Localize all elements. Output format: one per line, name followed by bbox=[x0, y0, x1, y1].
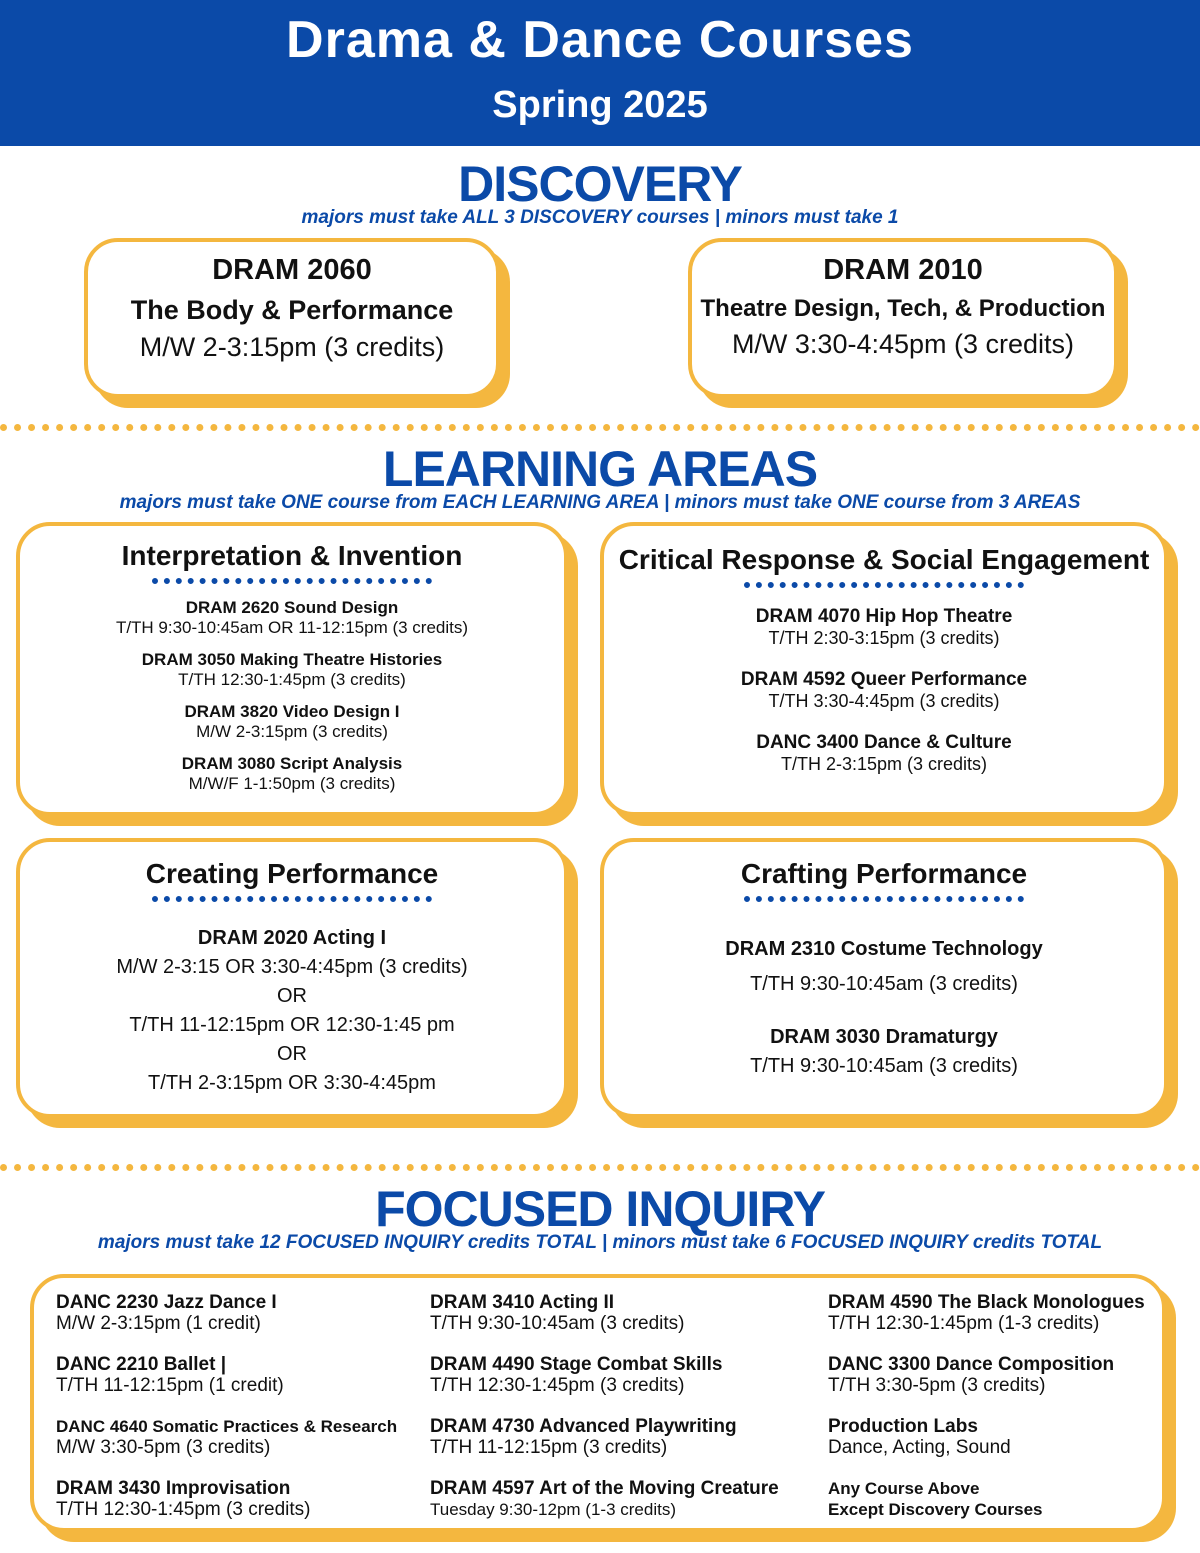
course-item bbox=[430, 1292, 779, 1334]
course-time: T/TH 9:30-10:45am (3 credits) bbox=[430, 1313, 685, 1334]
divider bbox=[0, 1164, 1200, 1171]
course-time: T/TH 12:30-1:45pm (3 credits) bbox=[56, 1499, 311, 1520]
course-code: DRAM 2010 bbox=[823, 254, 983, 286]
focused-column bbox=[56, 1292, 397, 1540]
course-time: M/W 2-3:15pm (3 credits) bbox=[196, 722, 388, 741]
course-time: M/W 2-3:15pm (3 credits) bbox=[139, 332, 445, 362]
course-item bbox=[56, 1292, 397, 1334]
area-card bbox=[600, 522, 1168, 816]
course-item bbox=[604, 938, 1164, 996]
area-heading: Critical Response & Social Engagement bbox=[618, 544, 1150, 575]
page-header bbox=[0, 0, 1200, 146]
course-code: Production Labs bbox=[828, 1416, 978, 1437]
page-title: Drama & Dance Courses bbox=[286, 11, 914, 69]
course-time: T/TH 3:30-5pm (3 credits) bbox=[828, 1375, 1046, 1396]
course-item bbox=[56, 1354, 397, 1396]
course-item bbox=[604, 669, 1164, 712]
course-code: DRAM 4070 Hip Hop Theatre bbox=[755, 606, 1013, 627]
schedule-or: OR bbox=[277, 985, 307, 1007]
course-code: DRAM 4590 The Black Monologues bbox=[828, 1292, 1145, 1313]
focused-column bbox=[828, 1292, 1145, 1540]
area-heading: Creating Performance bbox=[145, 858, 439, 889]
heading-underline bbox=[152, 578, 432, 584]
course-code: DANC 3300 Dance Composition bbox=[828, 1354, 1115, 1375]
course-item bbox=[20, 754, 564, 794]
course-code: DANC 3400 Dance & Culture bbox=[756, 732, 1012, 753]
course-code: DRAM 4490 Stage Combat Skills bbox=[430, 1354, 723, 1375]
heading-underline bbox=[744, 582, 1024, 588]
course-item bbox=[828, 1292, 1145, 1334]
learning-note: majors must take ONE course from EACH LEARNING AREA | minors must take ONE course from 3 AREAS bbox=[119, 492, 1081, 513]
course-item bbox=[604, 732, 1164, 775]
course-code: DRAM 2020 Acting I bbox=[197, 927, 387, 949]
discovery-card bbox=[84, 238, 500, 398]
focused-column bbox=[430, 1292, 779, 1540]
course-item bbox=[828, 1354, 1145, 1396]
course-code: DRAM 3410 Acting II bbox=[430, 1292, 615, 1313]
course-time: T/TH 12:30-1:45pm (1-3 credits) bbox=[828, 1313, 1100, 1334]
course-item bbox=[430, 1354, 779, 1396]
course-code: DRAM 4730 Advanced Playwriting bbox=[430, 1416, 737, 1437]
course-time: Tuesday 9:30-12pm (1-3 credits) bbox=[430, 1500, 676, 1519]
course-code: DRAM 3050 Making Theatre Histories bbox=[141, 650, 443, 669]
course-item bbox=[20, 650, 564, 690]
course-code: DRAM 2620 Sound Design bbox=[185, 598, 399, 617]
course-item bbox=[828, 1416, 1145, 1458]
course-code: DRAM 2310 Costume Technology bbox=[725, 938, 1043, 960]
course-item bbox=[20, 702, 564, 742]
heading-underline bbox=[152, 896, 432, 902]
course-time: T/TH 12:30-1:45pm (3 credits) bbox=[430, 1375, 685, 1396]
focused-title: FOCUSED INQUIRY bbox=[375, 1181, 825, 1237]
course-code: DRAM 4592 Queer Performance bbox=[740, 669, 1028, 690]
course-item bbox=[604, 1026, 1164, 1078]
course-item bbox=[20, 924, 564, 1098]
course-note: Except Discovery Courses bbox=[828, 1500, 1043, 1519]
course-time: T/TH 9:30-10:45am OR 11-12:15pm (3 credits) bbox=[115, 618, 469, 637]
course-code: DANC 2230 Jazz Dance I bbox=[56, 1292, 277, 1313]
schedule-or: OR bbox=[277, 1043, 307, 1065]
discovery-title: DISCOVERY bbox=[458, 156, 742, 212]
learning-title: LEARNING AREAS bbox=[382, 441, 818, 497]
course-code: DRAM 3030 Dramaturgy bbox=[770, 1026, 998, 1048]
area-heading: Crafting Performance bbox=[740, 858, 1028, 889]
course-time: T/TH 11-12:15pm (1 credit) bbox=[56, 1375, 284, 1396]
course-time: T/TH 12:30-1:45pm (3 credits) bbox=[178, 670, 406, 689]
course-time: M/W 2-3:15pm (1 credit) bbox=[56, 1313, 261, 1334]
heading-underline bbox=[744, 896, 1024, 902]
course-code: DRAM 3080 Script Analysis bbox=[181, 754, 403, 773]
course-time: T/TH 2:30-3:15pm (3 credits) bbox=[768, 628, 1000, 648]
discovery-note: majors must take ALL 3 DISCOVERY courses | minors must take 1 bbox=[301, 207, 899, 228]
page-subtitle: Spring 2025 bbox=[492, 84, 708, 126]
course-code: DANC 4640 Somatic Practices & Research bbox=[56, 1417, 398, 1436]
course-code: DRAM 4597 Art of the Moving Creature bbox=[430, 1478, 779, 1499]
course-item bbox=[20, 598, 564, 638]
schedule-line: T/TH 2-3:15pm OR 3:30-4:45pm bbox=[148, 1072, 436, 1094]
course-item bbox=[828, 1478, 1145, 1520]
course-time: M/W 3:30-5pm (3 credits) bbox=[56, 1437, 271, 1458]
course-time: T/TH 9:30-10:45am (3 credits) bbox=[750, 1055, 1018, 1077]
area-card bbox=[600, 838, 1168, 1118]
focused-card bbox=[30, 1274, 1166, 1532]
discovery-card bbox=[688, 238, 1118, 398]
course-time: T/TH 3:30-4:45pm (3 credits) bbox=[768, 691, 1000, 711]
course-item bbox=[56, 1478, 397, 1520]
course-code: DRAM 3430 Improvisation bbox=[56, 1478, 291, 1499]
schedule-line: M/W 2-3:15 OR 3:30-4:45pm (3 credits) bbox=[116, 956, 468, 978]
course-name: The Body & Performance bbox=[130, 295, 454, 325]
course-name: Theatre Design, Tech, & Production bbox=[700, 295, 1106, 322]
course-code: DRAM 3820 Video Design I bbox=[184, 702, 400, 721]
course-item bbox=[430, 1416, 779, 1458]
course-time: T/TH 11-12:15pm (3 credits) bbox=[430, 1437, 668, 1458]
area-card bbox=[16, 522, 568, 816]
course-time: T/TH 2-3:15pm (3 credits) bbox=[780, 754, 988, 774]
course-time: T/TH 9:30-10:45am (3 credits) bbox=[750, 973, 1018, 995]
course-item bbox=[56, 1416, 397, 1458]
course-code: Any Course Above bbox=[828, 1479, 980, 1498]
course-code: DRAM 2060 bbox=[212, 254, 372, 286]
course-time: M/W 3:30-4:45pm (3 credits) bbox=[731, 329, 1075, 359]
schedule-line: T/TH 11-12:15pm OR 12:30-1:45 pm bbox=[129, 1014, 455, 1036]
focused-note: majors must take 12 FOCUSED INQUIRY credits TOTAL | minors must take 6 FOCUSED INQUIRY credits TOTAL bbox=[97, 1232, 1103, 1253]
course-time: Dance, Acting, Sound bbox=[828, 1437, 1011, 1458]
divider bbox=[0, 424, 1200, 431]
course-item bbox=[430, 1478, 779, 1520]
course-item bbox=[604, 606, 1164, 649]
course-time: M/W/F 1-1:50pm (3 credits) bbox=[188, 774, 396, 793]
area-heading: Interpretation & Invention bbox=[121, 540, 463, 571]
area-card bbox=[16, 838, 568, 1118]
course-code: DANC 2210 Ballet | bbox=[56, 1354, 227, 1375]
